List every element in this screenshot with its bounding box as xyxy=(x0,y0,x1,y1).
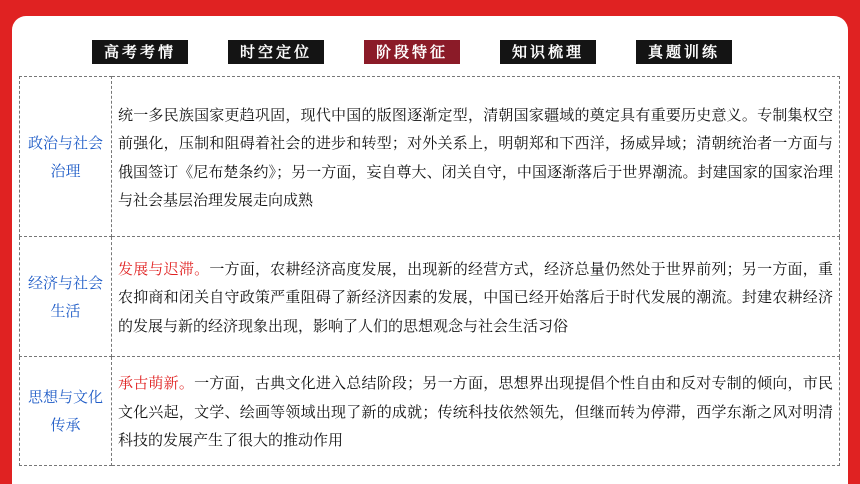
tab-knowledge-review[interactable]: 知识梳理 xyxy=(500,40,596,64)
row-content xyxy=(112,77,840,237)
section-tabs xyxy=(92,40,752,64)
table-row xyxy=(20,357,840,466)
row-category: 思想与文化传承 xyxy=(20,357,112,466)
tab-exam-overview[interactable]: 高考考情 xyxy=(92,40,188,64)
row-category: 经济与社会生活 xyxy=(20,237,112,357)
row-content xyxy=(112,357,840,466)
row-text: 一方面，古典文化进入总结阶段；另一方面，思想界出现提倡个性自由和反对专制的倾向，市民文化兴起，文学、绘画等领域出现了新的成就；传统科技依然领先，但继而转为停滞，西学东渐之风对明清科技的发展产生了很大的推动作用 xyxy=(118,374,833,450)
tab-time-space[interactable]: 时空定位 xyxy=(228,40,324,64)
table-row xyxy=(20,237,840,357)
row-content xyxy=(112,237,840,357)
tab-exam-practice[interactable]: 真题训练 xyxy=(636,40,732,64)
table-row xyxy=(20,77,840,237)
row-category: 政治与社会治理 xyxy=(20,77,112,237)
row-highlight: 承古萌新。 xyxy=(118,374,195,393)
row-highlight: 发展与迟滞。 xyxy=(118,259,210,278)
stage-features-table xyxy=(19,76,840,466)
row-text: 统一多民族国家更趋巩固，现代中国的版图逐渐定型，清朝国家疆域的奠定具有重要历史意义。专制集权空前强化，压制和阻碍着社会的进步和转型；对外关系上，明朝郑和下西洋，扬威异域；清朝统治者一方面与俄国签订《尼布楚条约》；另一方面，妄自尊大、闭关自守，中国逐渐落后于世界潮流。封建国家的国家治理与社会基层治理发展走向成熟 xyxy=(118,105,833,209)
tab-stage-features[interactable]: 阶段特征 xyxy=(364,40,460,64)
row-text: 一方面，农耕经济高度发展，出现新的经营方式，经济总量仍然处于世界前列；另一方面，重农抑商和闭关自守政策严重阻碍了新经济因素的发展，中国已经开始落后于时代发展的潮流。封建农耕经济的发展与新的经济现象出现，影响了人们的思想观念与社会生活习俗 xyxy=(118,259,833,335)
